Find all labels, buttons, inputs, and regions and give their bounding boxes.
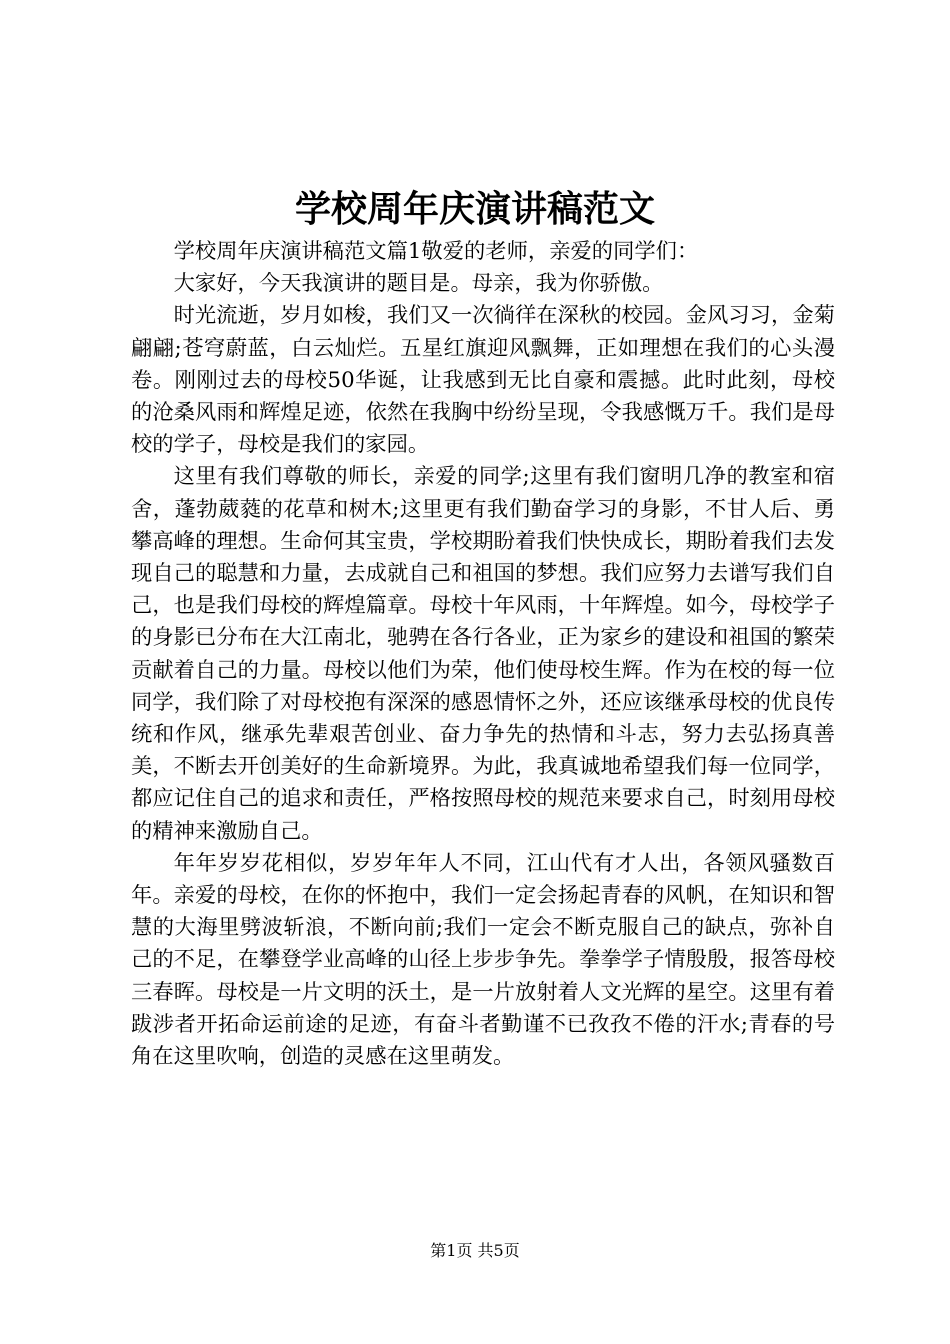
paragraph-teachers-classmates: 这里有我们尊敬的师长，亲爱的同学;这里有我们窗明几净的教室和宿舍，蓬勃葳蕤的花草和树木;这里更有我们勤奋学习的身影，不甘人后、勇攀高峰的理想。生命何其宝贵，学校期盼着我们快快成长，期盼着我们去发现自己的聪慧和力量，去成就自己和祖国的梦想。我们应努力去谱写我们自己，也是我们母校的辉煌篇章。母校十年风雨，十年辉煌。如今，母校学子的身影已分布在大江南北，驰骋在各行各业，正为家乡的建设和祖国的繁荣贡献着自己的力量。母校以他们为荣，他们使母校生辉。作为在校的每一位同学，我们除了对母校抱有深深的感恩情怀之外，还应该继承母校的优良传统和作风，继承先辈艰苦创业、奋力争先的热情和斗志，努力去弘扬真善美，不断去开创美好的生命新境界。为此，我真诚地希望我们每一位同学，都应记住自己的追求和责任，严格按照母校的规范来要求自己，时刻用母校的精神来激励自己。 xyxy=(131,464,835,844)
document-title: 学校周年庆演讲稿范文 xyxy=(294,188,655,230)
paragraph-salutation: 学校周年庆演讲稿范文篇1敬爱的老师，亲爱的同学们： xyxy=(173,239,699,264)
document-body xyxy=(131,236,835,1073)
page-footer: 第1页 共5页 xyxy=(430,1241,520,1260)
paragraph-autumn-campus: 时光流逝，岁月如梭，我们又一次徜徉在深秋的校园。金风习习，金菊翩翩;苍穹蔚蓝，白云灿烂。五星红旗迎风飘舞，正如理想在我们的心头漫卷。刚刚过去的母校50华诞，让我感到无比自豪和震撼。此时此刻，母校的沧桑风雨和辉煌足迹，依然在我胸中纷纷呈现，令我感慨万千。我们是母校的学子，母校是我们的家园。 xyxy=(131,303,835,458)
paragraph-greeting: 大家好，今天我演讲的题目是。母亲，我为你骄傲。 xyxy=(173,271,664,297)
paragraph-flowers-years: 年年岁岁花相似，岁岁年年人不同，江山代有才人出，各领风骚数百年。亲爱的母校，在你的怀抱中，我们一定会扬起青春的风帆，在知识和智慧的大海里劈波斩浪，不断向前;我们一定会不断克服自己的缺点，弥补自己的不足，在攀登学业高峰的山径上步步争先。拳拳学子情殷殷，报答母校三春晖。母校是一片文明的沃土，是一片放射着人文光辉的星空。这里有着跋涉者开拓命运前途的足迹，有奋斗者勤谨不已孜孜不倦的汗水;青春的号角在这里吹响，创造的灵感在这里萌发。 xyxy=(131,850,835,1070)
